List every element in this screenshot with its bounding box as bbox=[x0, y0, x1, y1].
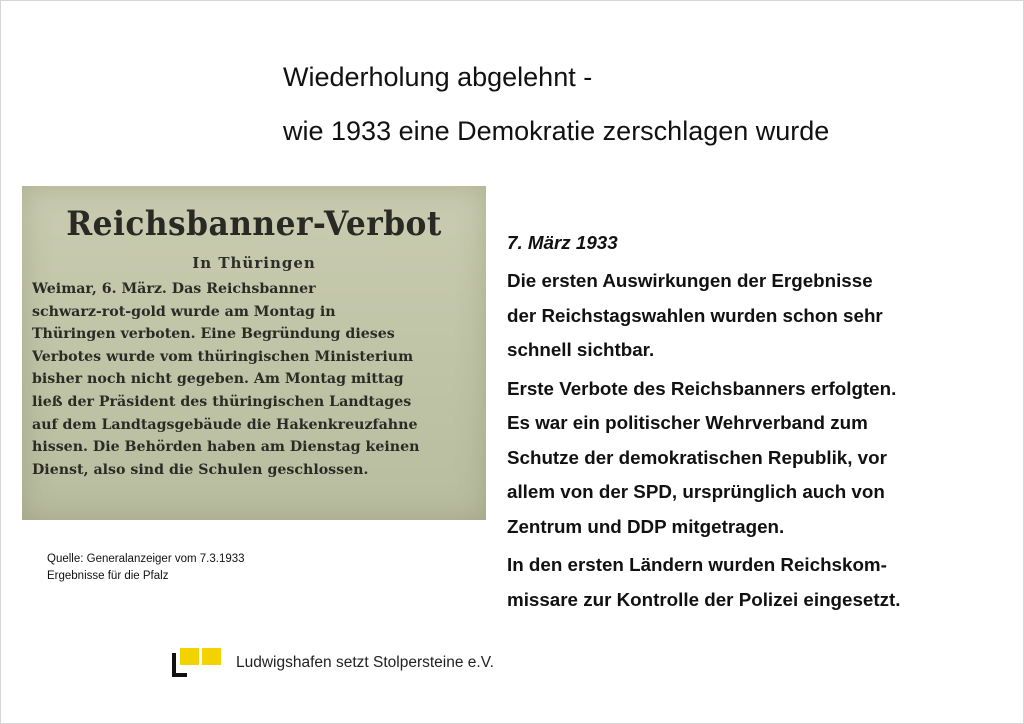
clipping-line: Verbotes wurde vom thüringischen Ministerium bbox=[32, 348, 414, 365]
title-line-2: wie 1933 eine Demokratie zerschlagen wurde bbox=[283, 116, 830, 146]
caption-source: Quelle: Generalanzeiger vom 7.3.1933 bbox=[47, 553, 245, 565]
clipping-line: hissen. Die Behörden haben am Dienstag keinen bbox=[32, 439, 420, 456]
caption-note: Ergebnisse für die Pfalz bbox=[47, 570, 169, 582]
clipping-line: Weimar, 6. März. Das Reichsbanner bbox=[32, 281, 316, 297]
clipping-body bbox=[32, 278, 474, 481]
clipping-line: Dienst, also sind die Schulen geschlossen. bbox=[32, 461, 369, 478]
clipping-line: auf dem Landtagsgebäude die Hakenkreuzfahne bbox=[32, 416, 418, 433]
clipping-line: Thüringen verboten. Eine Begründung dieses bbox=[32, 326, 395, 343]
logo-square-1 bbox=[180, 648, 199, 665]
image-caption bbox=[47, 551, 245, 585]
clipping-subheadline: In Thüringen bbox=[192, 254, 316, 272]
paragraph-line: Erste Verbote des Reichsbanners erfolgten. bbox=[507, 377, 897, 399]
clipping-line: schwarz-rot-gold wurde am Montag in bbox=[32, 303, 336, 320]
paragraph-1 bbox=[507, 264, 957, 368]
paragraph-line: missare zur Kontrolle der Polizei eingesetzt. bbox=[507, 588, 901, 610]
paragraph-line: allem von der SPD, ursprünglich auch von bbox=[507, 481, 885, 502]
slide-title bbox=[283, 50, 829, 158]
title-line-1: Wiederholung abgelehnt - bbox=[283, 62, 593, 92]
paragraph-line: Schutze der demokratischen Republik, vor bbox=[507, 446, 887, 468]
newspaper-clipping-image bbox=[22, 186, 486, 520]
paragraph-line: schnell sichtbar. bbox=[507, 339, 655, 360]
paragraph-3 bbox=[507, 548, 957, 617]
paragraph-line: der Reichstagswahlen wurden schon sehr bbox=[507, 304, 883, 326]
organization-name: Ludwigshafen setzt Stolpersteine e.V. bbox=[236, 654, 494, 671]
paragraph-line: Zentrum und DDP mitgetragen. bbox=[507, 515, 785, 537]
logo-square-2 bbox=[202, 648, 221, 665]
paragraph-2 bbox=[507, 372, 957, 545]
clipping-line: bisher noch nicht gegeben. Am Montag mittag bbox=[32, 371, 404, 388]
paragraph-line: Die ersten Auswirkungen der Ergebnisse bbox=[507, 270, 873, 291]
clipping-line: ließ der Präsident des thüringischen Landtages bbox=[32, 393, 412, 410]
organization-logo-icon bbox=[171, 647, 231, 679]
main-text bbox=[507, 228, 957, 621]
paragraph-line: In den ersten Ländern wurden Reichskom- bbox=[507, 554, 887, 575]
event-date: 7. März 1933 bbox=[507, 232, 618, 253]
clipping-headline: Reichsbanner-Verbot bbox=[66, 204, 442, 244]
paragraph-line: Es war ein politischer Wehrverband zum bbox=[507, 412, 868, 433]
